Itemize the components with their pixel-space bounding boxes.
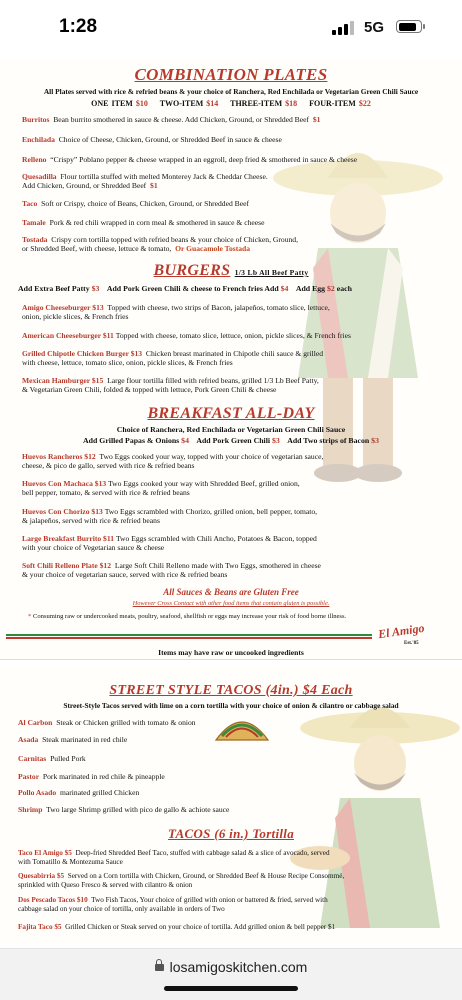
addon-label: Add Extra Beef Patty xyxy=(18,284,90,293)
consumer-warning: * Consuming raw or undercooked meats, poultry, seafood, shellfish or eggs may increase your risk of food borne illness. xyxy=(28,613,347,620)
burgers-addons xyxy=(18,284,438,293)
menu-item-chipotle-chicken-burger: Grilled Chipotle Chicken Burger $13 Chicken breast marinated in Chipotle chili sauce & grilled with cheese, lettuce, tomato slice, onion, pickle slices, & French fries xyxy=(22,349,324,368)
network-label: 5G xyxy=(364,19,385,36)
menu-item-huevos-chorizo: Huevos Con Chorizo $13 Two Eggs scrambled with Chorizo, grilled onion, bell pepper, tomato, & jalapeños, served with rice & refried beans xyxy=(22,507,318,526)
addon-label: Add Two strips of Bacon xyxy=(287,436,370,445)
addon-price: $4 xyxy=(280,284,289,293)
taco-item-al-carbon: Al Carbon Steak or Chicken grilled with tomato & onion xyxy=(18,718,196,727)
taco-item-pollo-asado: Pollo Asado marinated grilled Chicken xyxy=(18,788,140,797)
option-price: $18 xyxy=(285,99,298,108)
breakfast-title: BREAKFAST ALL-DAY xyxy=(147,405,315,422)
el-amigo-logo: El Amigo xyxy=(377,620,426,642)
menu-page-2 xyxy=(0,668,462,944)
menu-item-huevos-rancheros: Huevos Rancheros $12 Two Eggs cooked your way, topped with your choice of vegetarian sauce, cheese, & pico de gallo, served with rice & refried beans xyxy=(22,452,324,471)
addon-label: Add Pork Green Chili & cheese to French fries Add xyxy=(106,284,279,293)
addon-label: Add Pork Green Chili xyxy=(196,436,271,445)
menu-page-1 xyxy=(0,58,462,660)
addon-price: $2 xyxy=(327,284,335,293)
flag-stripe-red xyxy=(6,637,372,639)
menu-item-burritos: Burritos Bean burrito smothered in sauce & cheese. Add Chicken, Ground, or Shredded Beef $1 xyxy=(22,115,321,124)
url-text: losamigoskitchen.com xyxy=(169,959,308,975)
menu-item-chili-relleno-plate: Soft Chili Relleno Plate $12 Large Soft Chili Relleno made with Two Eggs, smothered in cheese & your choice of vegetarian sauce, served with rice & refried beans xyxy=(22,561,321,580)
option-label: TWO-ITEM xyxy=(159,99,204,108)
status-bar xyxy=(0,0,462,58)
addon-price: $4 xyxy=(181,436,189,445)
addon-suffix: each xyxy=(336,284,352,293)
menu-item-enchilada: Enchilada Choice of Cheese, Chicken, Ground, or Shredded Beef in sauce & cheese xyxy=(22,135,282,144)
option-price: $10 xyxy=(135,99,148,108)
logo-est: Est.'85 xyxy=(404,641,419,646)
breakfast-addons xyxy=(0,436,462,445)
breakfast-intro: Choice of Ranchera, Red Enchilada or Vegetarian Green Chili Sauce xyxy=(116,425,346,434)
menu-item-tostada: Tostada Crispy corn tortilla topped with refried beans & your choice of Chicken, Ground, or Shredded Beef, with cheese, lettuce & tomato, Or Guacamole Tostada xyxy=(22,235,298,254)
addon-price: $3 xyxy=(371,436,379,445)
taco-item-quesabirria: Quesabirria $5 Served on a Corn tortilla with Chicken, Ground, or Shredded Beef & House Recipe Consommé, sprinkled with Queso Fresco & served with cilantro & onion xyxy=(18,872,345,889)
browser-url-bar[interactable] xyxy=(0,948,462,1000)
home-indicator[interactable] xyxy=(164,986,298,991)
option-label: THREE-ITEM xyxy=(230,99,283,108)
option-price: $14 xyxy=(206,99,219,108)
addon-price: $3 xyxy=(272,436,280,445)
menu-item-amigo-cheeseburger: Amigo Cheeseburger $13 Topped with cheese, two strips of Bacon, jalapeños, tomato slice, lettuce, onion, pickle slices, & French fries xyxy=(22,303,330,322)
menu-item-breakfast-burrito: Large Breakfast Burrito $11 Two Eggs scrambled with Chili Ancho, Potatoes & Bacon, topped with your choice of Vegetarian sauce & cheese xyxy=(22,534,317,553)
option-label: FOUR-ITEM xyxy=(309,99,356,108)
menu-item-american-cheeseburger: American Cheeseburger $11 Topped with cheese, tomato slice, lettuce, onion, pickle slices, & French fries xyxy=(22,331,351,340)
raw-notice: Items may have raw or uncooked ingredients xyxy=(158,648,304,657)
taco-item-fajita: Fajita Taco $5 Grilled Chicken or Steak served on your choice of tortilla. Add grilled onion & bell pepper $1 xyxy=(18,923,336,931)
taco-item-carnitas: Carnitas Pulled Pork xyxy=(18,754,86,763)
street-tacos-intro: Street-Style Tacos served with lime on a corn tortilla with your choice of onion & cilantro or cabbage salad xyxy=(63,701,399,710)
menu-item-tamale: Tamale Pork & red chili wrapped in corn meal & smothered in sauce & cheese xyxy=(22,218,265,227)
burgers-subtitle: 1/3 Lb All Beef Patty xyxy=(234,268,309,277)
option-price: $22 xyxy=(358,99,371,108)
battery-icon xyxy=(396,20,422,33)
menu-item-huevos-machaca: Huevos Con Machaca $13 Two Eggs cooked your way with Shredded Beef, grilled onion, bell pepper, tomato, & served with rice & refried beans xyxy=(22,479,300,498)
tacos-title: TACOS (6 in.) Tortilla xyxy=(167,826,295,841)
menu-item-relleno: Relleno “Crispy” Poblano pepper & cheese wrapped in an eggroll, deep fried & smothered in sauce & cheese xyxy=(22,155,358,164)
taco-item-el-amigo: Taco El Amigo $5 Deep-fried Shredded Beef Taco, stuffed with cabbage salad & a slice of avocado, served with Tomatillo & Montezuma Sauce xyxy=(18,849,330,866)
addon-label: Add Egg xyxy=(295,284,326,293)
signal-icon xyxy=(332,21,354,35)
taco-item-asada: Asada Steak marinated in red chile xyxy=(18,735,128,744)
option-label: ONE ITEM xyxy=(91,99,133,108)
combination-options xyxy=(0,99,462,108)
taco-item-shrimp: Shrimp Two large Shrimp grilled with pico de gallo & achiote sauce xyxy=(18,805,230,814)
cross-contact-note: However Cross Contact with other food items that contain gluten is possible. xyxy=(132,600,330,607)
lock-icon xyxy=(155,963,164,973)
status-time: 1:28 xyxy=(59,16,98,37)
menu-item-quesadilla: Quesadilla Flour tortilla stuffed with melted Monterey Jack & Cheddar Cheese. Add Chicken, Ground, or Shredded Beef $1 xyxy=(22,172,268,191)
gluten-free-note: All Sauces & Beans are Gluten Free xyxy=(163,587,299,597)
menu-item-mexican-hamburger: Mexican Hamburger $15 Large flour tortilla filled with refried beans, grilled 1/3 Lb Beef Patty, & Vegetarian Green Chili, folded & topped with lettuce, Pork Green Chili & cheese xyxy=(22,376,319,395)
addon-price: $3 xyxy=(91,284,100,293)
taco-item-dos-pescado: Dos Pescado Tacos $10 Two Fish Tacos, Your choice of grilled with onion or battered & fried, served with cabbage salad on your choice of tortilla, only available in orders of Two xyxy=(18,896,328,913)
addon-label: Add Grilled Papas & Onions xyxy=(83,436,180,445)
combination-intro: All Plates served with rice & refried beans & your choice of Ranchera, Red Enchilada or Vegetarian Green Chili Sauce xyxy=(43,87,419,96)
combination-title: COMBINATION PLATES xyxy=(134,65,328,84)
flag-stripe-green xyxy=(6,634,372,636)
menu-item-taco: Taco Soft or Crispy, choice of Beans, Chicken, Ground, or Shredded Beef xyxy=(22,199,250,208)
burgers-title: BURGERS 1/3 Lb All Beef Patty xyxy=(153,262,309,279)
url-display[interactable] xyxy=(0,959,462,975)
taco-item-pastor: Pastor Pork marinated in red chile & pineapple xyxy=(18,772,165,781)
street-tacos-title: STREET STYLE TACOS (4in.) $4 Each xyxy=(109,683,353,698)
